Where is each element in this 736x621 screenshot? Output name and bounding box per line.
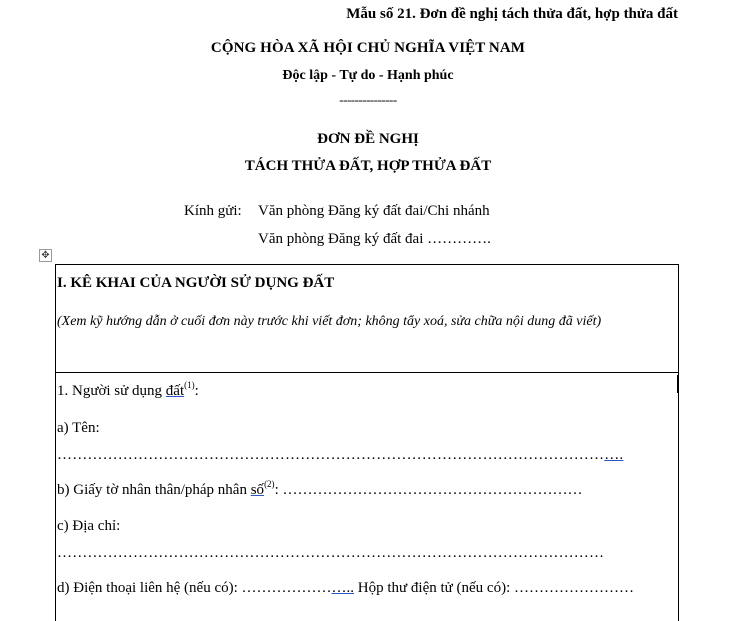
table-move-handle-icon[interactable]: ✥ <box>39 249 52 262</box>
address-label: c) Địa chỉ: <box>57 518 121 534</box>
id-suffix: : …………………………………………………… <box>274 482 583 498</box>
footnote-1: (1) <box>184 380 195 390</box>
document-subtitle: TÁCH THỬA ĐẤT, HỢP THỬA ĐẤT <box>244 158 492 174</box>
footnote-2: (2) <box>264 479 275 489</box>
form-number: Mẫu số 21. Đơn đề nghị tách thửa đất, hợp thửa đất <box>346 6 678 22</box>
land-user-prefix: 1. Người sử dụng <box>57 383 166 399</box>
phone-dots-mid: ….. <box>331 580 355 596</box>
recipient-line-1: Văn phòng Đăng ký đất đai/Chi nhánh <box>258 203 490 219</box>
section-note: (Xem kỹ hướng dẫn ở cuối đơn này trước khi viết đơn; không tẩy xoá, sửa chữa nội dung đã viết) <box>57 314 602 329</box>
name-dots: ……………………………………………………………………………………………… <box>57 447 605 463</box>
land-user-word: đất <box>165 383 185 399</box>
cell-end-marker <box>677 375 679 393</box>
address-field[interactable]: ……………………………………………………………………………………………… <box>57 545 605 561</box>
name-dots-end: …. <box>604 447 624 463</box>
country-name: CỘNG HÒA XÃ HỘI CHỦ NGHĨA VIỆT NAM <box>210 40 526 56</box>
email-label: Hộp thư điện tử (nếu có): …………………… <box>354 580 635 596</box>
id-prefix: b) Giấy tờ nhân thân/pháp nhân <box>57 482 251 498</box>
id-document-line[interactable] <box>57 479 583 499</box>
name-field[interactable] <box>57 447 623 464</box>
document-title: ĐƠN ĐỀ NGHỊ <box>317 131 419 147</box>
name-label: a) Tên: <box>57 420 100 436</box>
land-user-suffix: : <box>194 383 199 399</box>
id-word: số <box>250 482 265 498</box>
section-title: I. KÊ KHAI CỦA NGƯỜI SỬ DỤNG ĐẤT <box>57 275 335 291</box>
phone-label: d) Điện thoại liên hệ (nếu có): ……………… <box>57 580 332 596</box>
contact-line[interactable] <box>57 580 634 597</box>
recipient-label: Kính gửi: <box>184 203 242 219</box>
land-user-heading <box>57 380 199 400</box>
header-separator: --------------- <box>339 92 397 107</box>
national-motto: Độc lập - Tự do - Hạnh phúc <box>282 68 454 83</box>
recipient-line-2: Văn phòng Đăng ký đất đai …………. <box>258 231 491 247</box>
